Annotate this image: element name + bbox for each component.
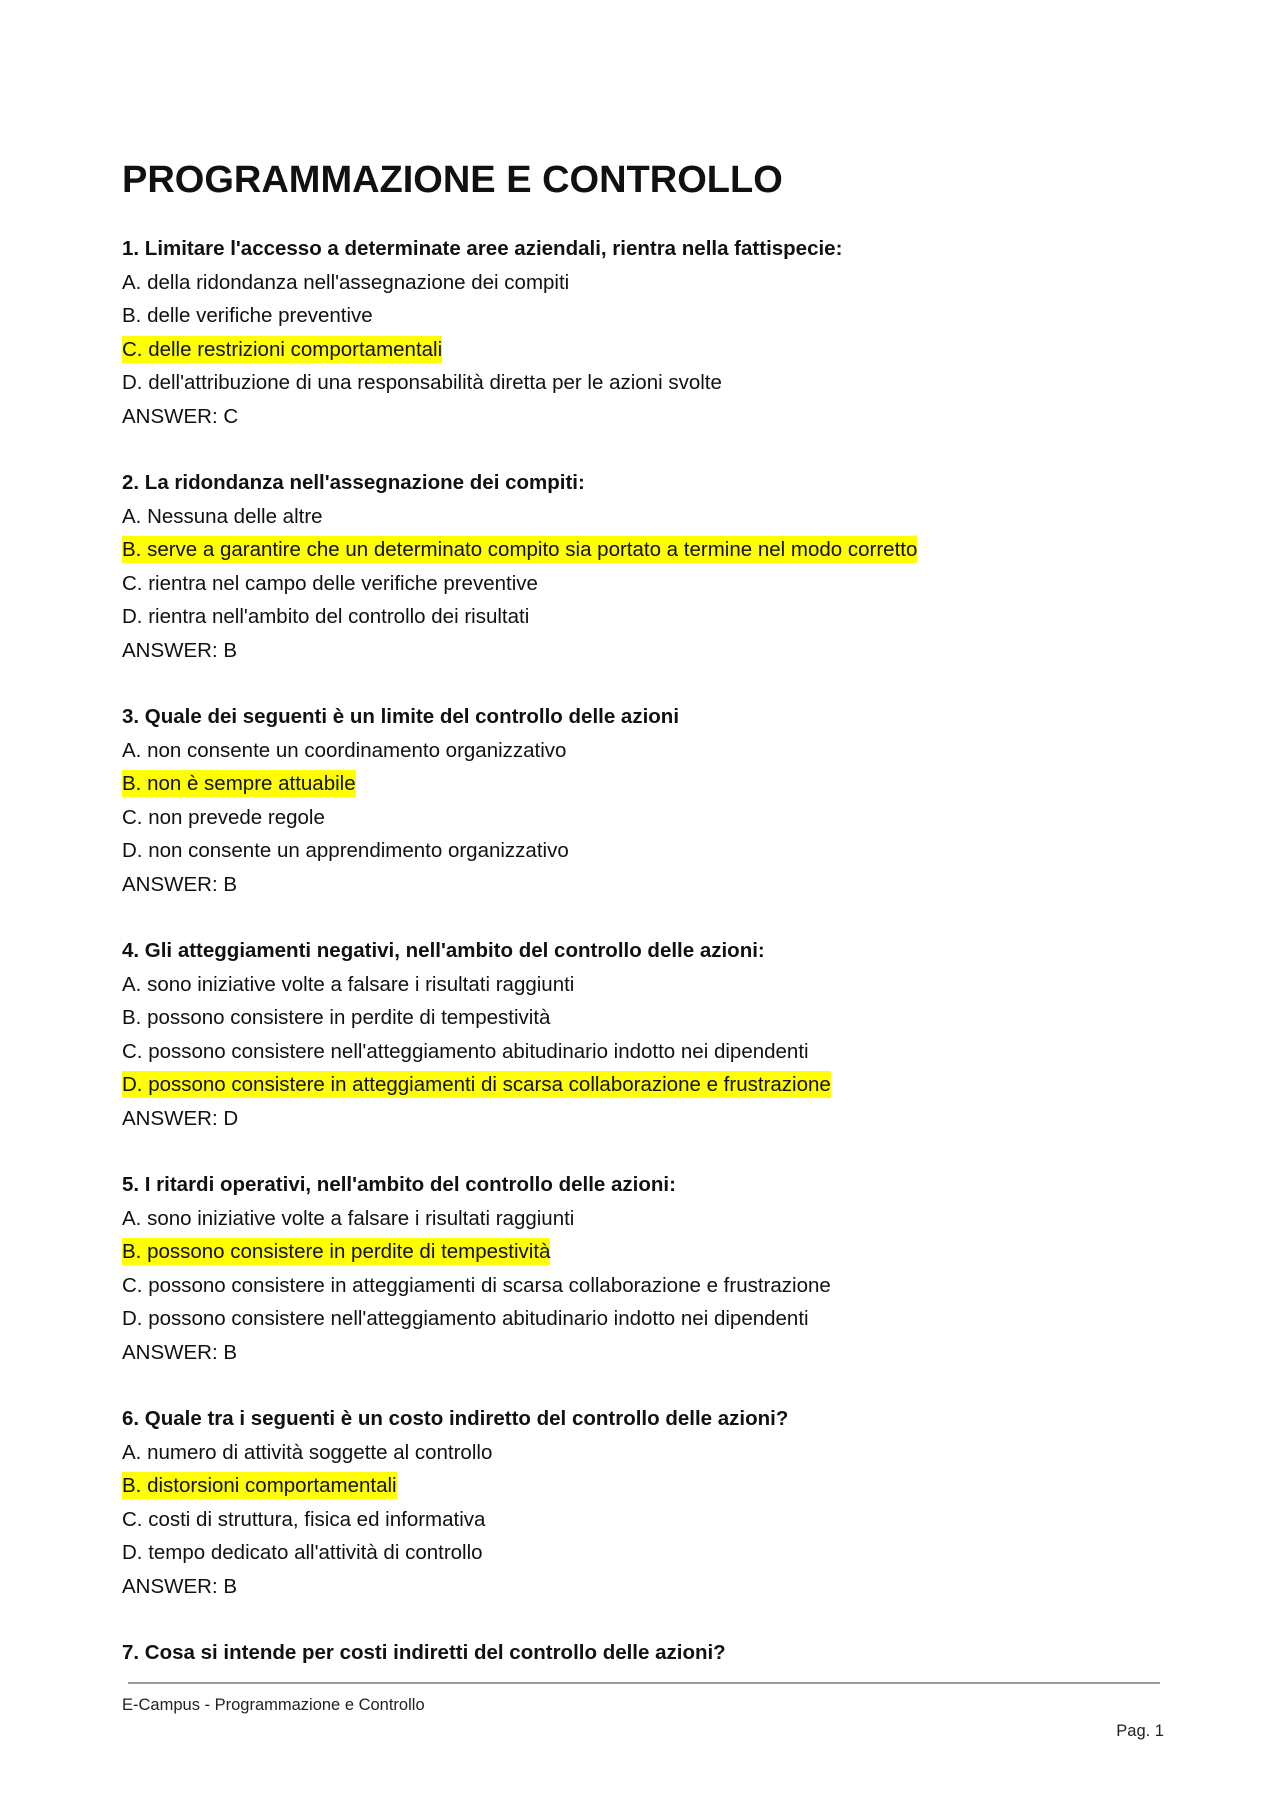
- option-text: D. non consente un apprendimento organizzativo: [122, 839, 569, 862]
- question-text: 7. Cosa si intende per costi indiretti del controllo delle azioni?: [122, 1641, 726, 1664]
- question-4: [122, 934, 1162, 1135]
- option-text: A. della ridondanza nell'assegnazione dei compiti: [122, 270, 570, 294]
- question-text: 3. Quale dei seguenti è un limite del controllo delle azioni: [122, 705, 680, 728]
- option-d-highlighted: [122, 1068, 1162, 1102]
- option-a: [122, 500, 1162, 534]
- option-c: [122, 801, 1162, 835]
- answer-line: ANSWER: C: [122, 404, 239, 428]
- option-text: C. costi di struttura, fisica ed informativa: [122, 1507, 486, 1531]
- option-text: D. rientra nell'ambito del controllo dei risultati: [122, 605, 530, 628]
- option-a: [122, 266, 1162, 300]
- option-text: D. possono consistere nell'atteggiamento abitudinario indotto nei dipendenti: [122, 1307, 809, 1330]
- option-b: [122, 1001, 1162, 1035]
- question-6: [122, 1402, 1162, 1603]
- option-text: D. tempo dedicato all'attività di controllo: [122, 1541, 483, 1564]
- option-text: D. possono consistere in atteggiamenti di scarsa collaborazione e frustrazione: [122, 1073, 831, 1096]
- option-text: C. delle restrizioni comportamentali: [122, 337, 443, 361]
- option-a: [122, 734, 1162, 768]
- option-c-highlighted: [122, 333, 1162, 367]
- option-c: [122, 1503, 1162, 1537]
- option-a: [122, 1436, 1162, 1470]
- option-text: A. Nessuna delle altre: [122, 504, 323, 528]
- question-3: [122, 700, 1162, 901]
- option-b-highlighted: [122, 533, 1162, 567]
- option-c: [122, 1269, 1162, 1303]
- option-text: C. rientra nel campo delle verifiche preventive: [122, 571, 538, 595]
- option-d: [122, 1302, 1162, 1336]
- question-text: 4. Gli atteggiamenti negativi, nell'ambito del controllo delle azioni:: [122, 939, 765, 962]
- question-5: [122, 1168, 1162, 1369]
- option-text: A. non consente un coordinamento organizzativo: [122, 738, 567, 762]
- option-text: A. sono iniziative volte a falsare i risultati raggiunti: [122, 972, 575, 996]
- question-1: [122, 232, 1162, 433]
- option-text: C. possono consistere nell'atteggiamento abitudinario indotto nei dipendenti: [122, 1039, 809, 1063]
- option-d: [122, 366, 1162, 400]
- option-c: [122, 567, 1162, 601]
- question-text: 6. Quale tra i seguenti è un costo indiretto del controllo delle azioni?: [122, 1407, 789, 1430]
- option-text: B. delle verifiche preventive: [122, 304, 373, 327]
- question-2: [122, 466, 1162, 667]
- option-b-highlighted: [122, 1235, 1162, 1269]
- page-number: Pag. 1: [1116, 1722, 1164, 1740]
- option-d: [122, 1536, 1162, 1570]
- option-text: B. possono consistere in perdite di tempestività: [122, 1006, 551, 1029]
- option-text: B. non è sempre attuabile: [122, 772, 356, 795]
- option-a: [122, 968, 1162, 1002]
- question-text: 5. I ritardi operativi, nell'ambito del controllo delle azioni:: [122, 1173, 676, 1196]
- option-text: B. distorsioni comportamentali: [122, 1474, 397, 1497]
- question-text: 1. Limitare l'accesso a determinate aree aziendali, rientra nella fattispecie:: [122, 237, 843, 260]
- option-text: D. dell'attribuzione di una responsabilità diretta per le azioni svolte: [122, 371, 722, 394]
- answer-line: ANSWER: B: [122, 1340, 238, 1364]
- option-d: [122, 600, 1162, 634]
- option-text: C. non prevede regole: [122, 805, 325, 829]
- option-text: C. possono consistere in atteggiamenti di scarsa collaborazione e frustrazione: [122, 1273, 831, 1297]
- answer-line: ANSWER: B: [122, 872, 238, 896]
- answer-line: ANSWER: B: [122, 638, 238, 662]
- page-title: PROGRAMMAZIONE E CONTROLLO: [122, 159, 783, 201]
- option-c: [122, 1035, 1162, 1069]
- option-text: B. serve a garantire che un determinato compito sia portato a termine nel modo corretto: [122, 538, 918, 561]
- question-text: 2. La ridondanza nell'assegnazione dei compiti:: [122, 471, 585, 494]
- question-list: [122, 232, 1162, 1703]
- answer-line: ANSWER: B: [122, 1574, 238, 1598]
- option-text: A. numero di attività soggette al controllo: [122, 1440, 493, 1464]
- question-7: [122, 1636, 1162, 1670]
- footer-divider: [128, 1682, 1160, 1684]
- answer-line: ANSWER: D: [122, 1106, 239, 1130]
- footer-source: E-Campus - Programmazione e Controllo: [122, 1696, 425, 1714]
- option-b: [122, 299, 1162, 333]
- option-b-highlighted: [122, 1469, 1162, 1503]
- option-b-highlighted: [122, 767, 1162, 801]
- option-text: A. sono iniziative volte a falsare i risultati raggiunti: [122, 1206, 575, 1230]
- option-d: [122, 834, 1162, 868]
- option-a: [122, 1202, 1162, 1236]
- option-text: B. possono consistere in perdite di tempestività: [122, 1240, 551, 1263]
